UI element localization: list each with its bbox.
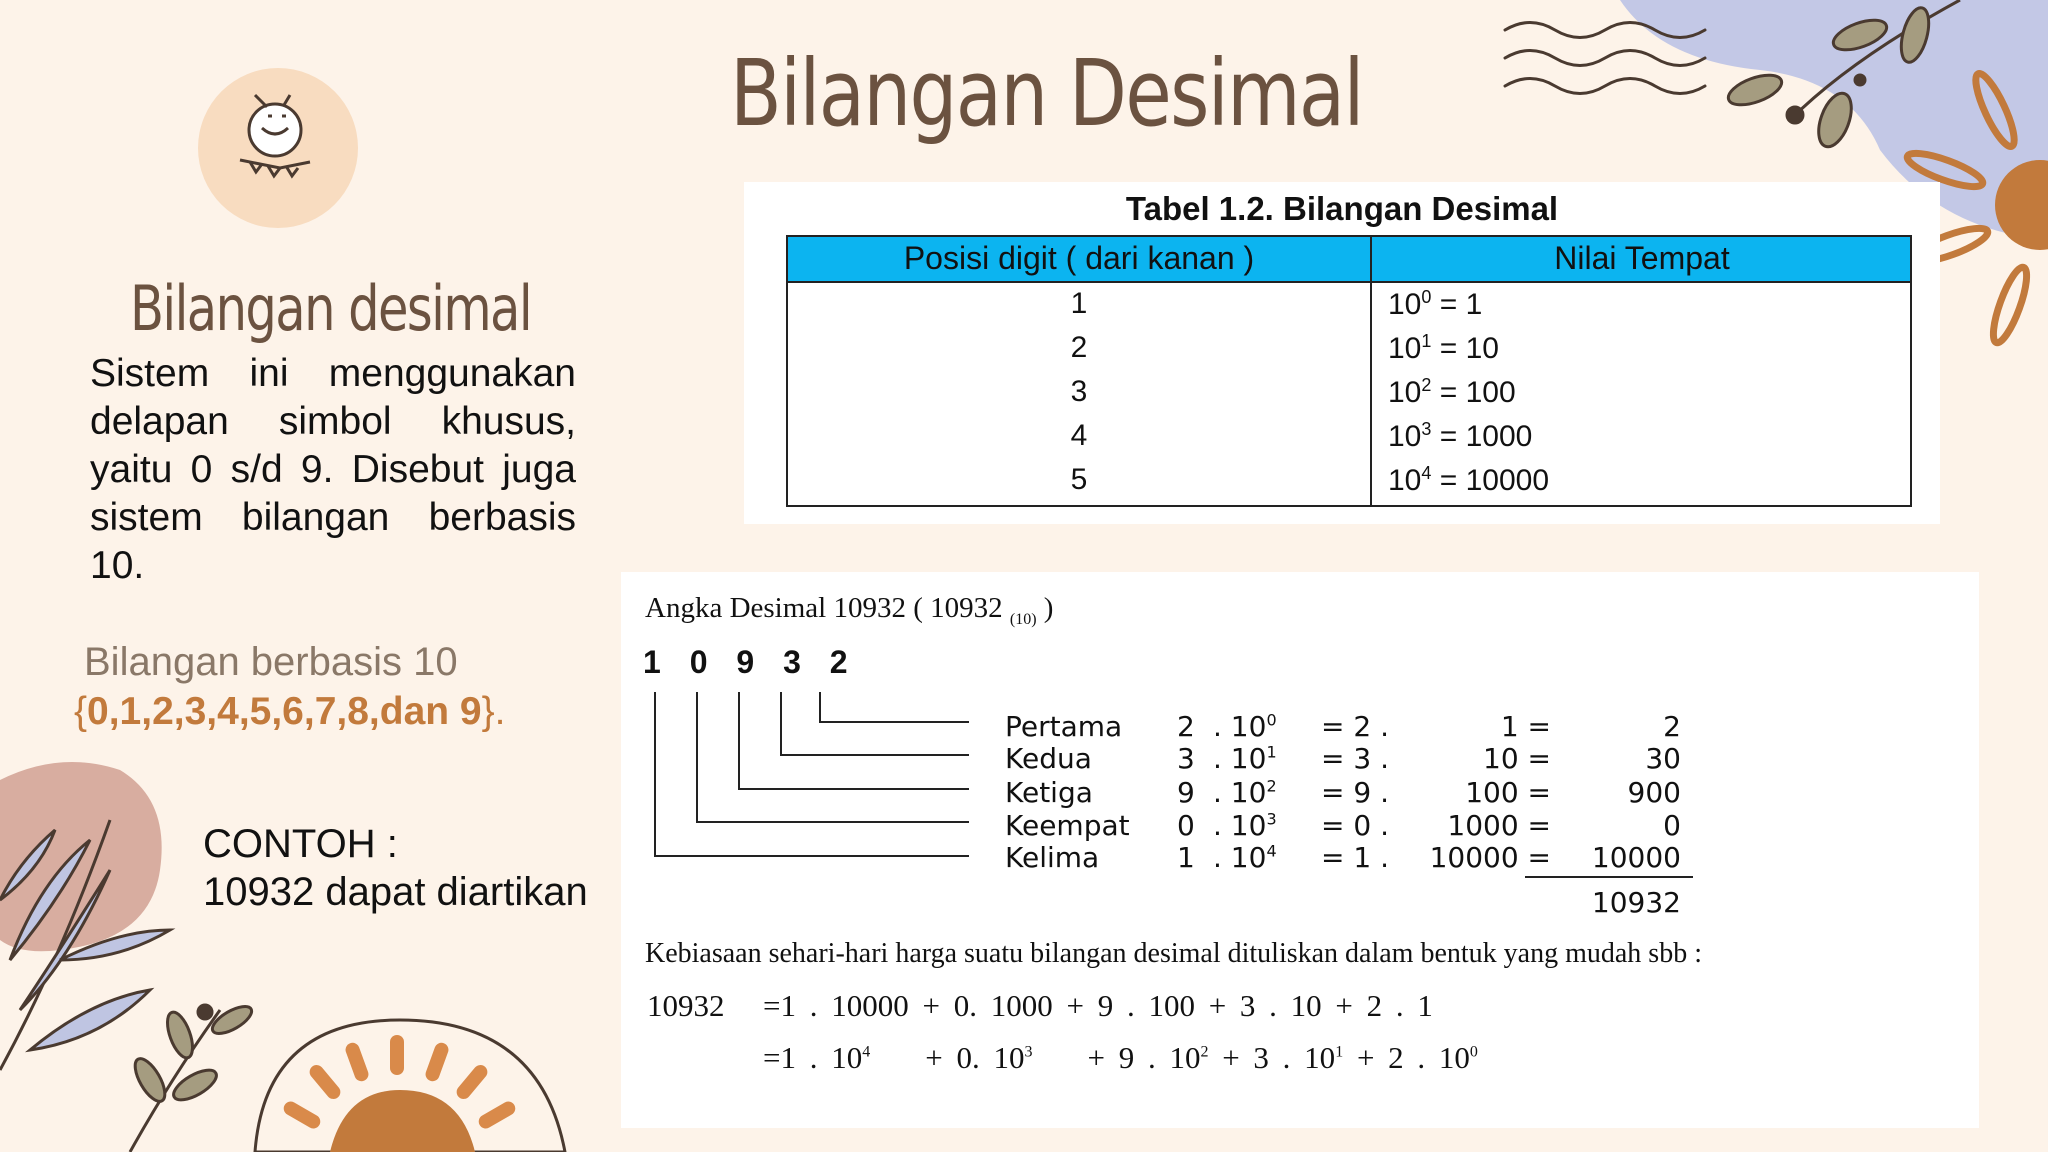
value-exponent: 2 [1421, 375, 1432, 395]
expansion-row-label: Keempat [1005, 809, 1130, 842]
expansion-power: . $10^1$ [1213, 742, 1277, 775]
formula-term: =1 . 10 [763, 1040, 863, 1075]
formula-exponent: 2 [1200, 1043, 1209, 1061]
formula-term: + 9 . 10 [1087, 1040, 1201, 1075]
example-note [203, 820, 588, 916]
value-base: 10 [1388, 420, 1422, 453]
table-row-position: 4 [1070, 419, 1088, 452]
expansion-row-label: Pertama [1005, 710, 1123, 743]
small-branch-bottom [129, 1001, 255, 1152]
expansion-exponent: 1 [1266, 742, 1277, 762]
expansion-power: . $10^4$ [1213, 841, 1277, 874]
expansion-power: . $10^2$ [1213, 776, 1277, 809]
header-place-value: Nilai Tempat [1554, 240, 1730, 276]
expansion-result: = 9 . [1321, 776, 1390, 809]
expansion-total: 0 [1663, 809, 1681, 842]
expansion-result-digit: 0 [1353, 809, 1372, 842]
sun-bottom [255, 1020, 565, 1152]
expansion-exponent: 4 [1266, 841, 1277, 861]
example-heading-base: (10) [1009, 610, 1037, 628]
expansion-digit: 1 [1177, 841, 1195, 874]
expansion-exponent: 0 [1266, 710, 1277, 730]
value-exponent: 0 [1421, 287, 1432, 307]
value-base: 10 [1388, 332, 1422, 365]
expansion-multiplier: 1000 = [1447, 809, 1551, 842]
formula-line-2 [763, 1040, 1478, 1076]
expansion-digit: 0 [1177, 809, 1195, 842]
formula-term: + 2 . 10 [1356, 1040, 1470, 1075]
expansion-multiplier: 100 = [1465, 776, 1551, 809]
value-result: = 10000 [1431, 464, 1550, 497]
expansion-row-label: Kelima [1005, 841, 1100, 874]
formula-exponent: 0 [1469, 1043, 1478, 1061]
expansion-multiplier: 10 = [1483, 742, 1551, 775]
formula-term: + 3 . 10 [1222, 1040, 1336, 1075]
expansion-exponent: 3 [1266, 809, 1277, 829]
digit-set [74, 690, 506, 734]
expansion-digit: 3 [1177, 742, 1195, 775]
sidebar-description: Sistem ini menggunakan delapan simbol khusus, yaitu 0 s/d 9. Disebut juga sistem bilangan berbasis 10. [90, 352, 576, 587]
table-row-value [1388, 463, 1549, 498]
value-result: = 10 [1431, 332, 1499, 365]
expansion-note: Kebiasaan sehari-hari harga suatu bilangan desimal dituliskan dalam bentuk yang mudah sbb : [645, 938, 1702, 969]
formula-exponent: 4 [862, 1043, 871, 1061]
example-heading-main: Angka Desimal 10932 ( 10932 [645, 592, 1003, 624]
table-row-value [1388, 375, 1516, 410]
expansion-exponent: 2 [1266, 776, 1277, 796]
table-row-value [1388, 419, 1532, 454]
table-header [788, 237, 1910, 283]
expansion-result-digit: 9 [1353, 776, 1372, 809]
expansion-multiplier: 10000 = [1429, 841, 1551, 874]
expansion-sum: 10932 [1591, 886, 1681, 919]
table-row-position: 1 [1070, 287, 1088, 320]
formula-term: + 0. 10 [925, 1040, 1025, 1075]
expansion-row-label: Ketiga [1005, 776, 1093, 809]
expansion-power: . $10^0$ [1213, 710, 1277, 743]
expansion-result: = 3 . [1321, 742, 1390, 775]
expansion-result-digit: 1 [1353, 841, 1372, 874]
example-heading-close: ) [1043, 592, 1054, 624]
formula-line-1-left: 10932 [647, 988, 725, 1023]
table-row-position: 3 [1070, 375, 1088, 408]
formula-exponent: 1 [1335, 1043, 1344, 1061]
expansion-result: = 0 . [1321, 809, 1390, 842]
expansion-digit: 2 [1177, 710, 1195, 743]
place-value-table-card [744, 182, 1940, 524]
value-base: 10 [1388, 288, 1422, 321]
expansion-digit: 9 [1177, 776, 1195, 809]
table-row-value [1388, 331, 1499, 366]
expansion-power: . $10^3$ [1213, 809, 1277, 842]
value-base: 10 [1388, 464, 1422, 497]
expansion-multiplier: 1 = [1500, 710, 1551, 743]
value-exponent: 4 [1421, 463, 1432, 483]
expansion-result-digit: 3 [1353, 742, 1372, 775]
expansion-total: 10000 [1591, 841, 1681, 874]
value-result: = 1 [1431, 288, 1483, 321]
table-row-value [1388, 287, 1482, 322]
expansion-result: = 1 . [1321, 841, 1390, 874]
sidebar-heading: Bilangan desimal [130, 272, 532, 345]
digit-set-values: 0,1,2,3,4,5,6,7,8,dan 9 [87, 690, 482, 733]
example-text: 10932 dapat diartikan [203, 870, 588, 914]
table-row-position: 2 [1070, 331, 1088, 364]
expansion-total: 30 [1645, 742, 1681, 775]
expansion-total: 900 [1627, 776, 1681, 809]
formula-exponent: 3 [1024, 1043, 1033, 1061]
column-divider [1370, 237, 1372, 505]
header-position: Posisi digit ( dari kanan ) [903, 240, 1255, 276]
table-row-position: 5 [1070, 463, 1088, 496]
value-result: = 1000 [1431, 420, 1533, 453]
expansion-result: = 2 . [1321, 710, 1390, 743]
example-number: 1 0 9 3 2 [643, 644, 858, 680]
digit-set-open: { [74, 690, 88, 733]
expansion-result-digit: 2 [1353, 710, 1372, 743]
formula-line-1: =1 . 10000 + 0. 1000 + 9 . 100 + 3 . 10 + 2 . 1 [763, 988, 1433, 1023]
page-title: Bilangan Desimal [730, 40, 1363, 147]
value-result: = 100 [1431, 376, 1516, 409]
decimal-expansion-card [621, 572, 1979, 1128]
value-exponent: 3 [1421, 419, 1432, 439]
value-base: 10 [1388, 376, 1422, 409]
table-caption: Tabel 1.2. Bilangan Desimal [1125, 190, 1559, 227]
expansion-row-label: Kedua [1005, 742, 1092, 775]
expansion-total: 2 [1663, 710, 1681, 743]
example-label: CONTOH : [203, 822, 398, 866]
place-value-table [786, 235, 1912, 507]
value-exponent: 1 [1421, 331, 1432, 351]
basis-label: Bilangan berbasis 10 [84, 640, 458, 684]
digit-set-close: }. [481, 690, 506, 733]
